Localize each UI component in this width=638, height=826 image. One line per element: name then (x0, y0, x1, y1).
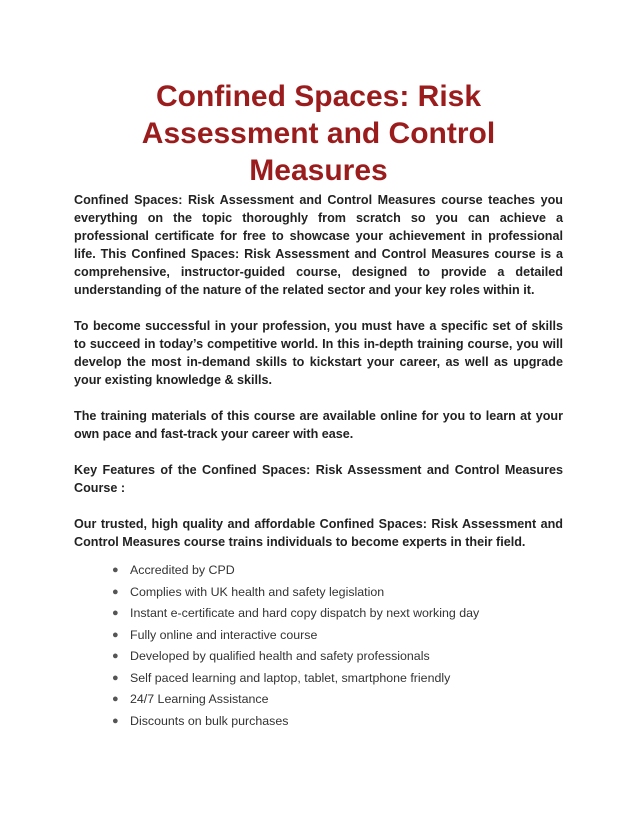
list-item (112, 628, 563, 643)
list-item (112, 649, 563, 664)
document-title: Confined Spaces: Risk Assessment and Control Measures (141, 80, 496, 187)
paragraph-skills: To become successful in your profession, you must have a specific set of skills to succeed in today’s competitive world. In this in-depth training course, you will develop the most in-demand skills to kickstart your career, as well as upgrade your existing knowledge & skills. (74, 319, 563, 387)
feature-text: Discounts on bulk purchases (130, 713, 289, 728)
bullet-icon: ● (112, 714, 119, 727)
feature-text: Self paced learning and laptop, tablet, smartphone friendly (130, 670, 451, 685)
bullet-icon: ● (112, 650, 119, 662)
bullet-icon: ● (112, 585, 119, 598)
document-page (74, 0, 563, 735)
list-item (112, 563, 563, 578)
list-item (112, 671, 563, 686)
bullet-icon: ● (112, 607, 119, 619)
feature-text: Fully online and interactive course (130, 627, 318, 642)
list-item (112, 692, 563, 707)
list-item (112, 585, 563, 600)
paragraph-trusted: Our trusted, high quality and affordable Confined Spaces: Risk Assessment and Control Measures course trains individuals to become experts in their field. (74, 517, 563, 549)
feature-text: Accredited by CPD (130, 563, 235, 577)
paragraph-key-features: Key Features of the Confined Spaces: Risk Assessment and Control Measures Course : (74, 463, 563, 495)
bullet-icon: ● (112, 628, 119, 641)
feature-text: Instant e-certificate and hard copy dispatch by next working day (130, 606, 480, 620)
paragraph-intro: Confined Spaces: Risk Assessment and Control Measures course teaches you everything on the topic thoroughly from scratch so you can achieve a professional certificate for free to showcase your achievement in professional life. This Confined Spaces: Risk Assessment and Control Measures course is a comprehensive, instructor-guided course, designed to provide a detailed understanding of the nature of the related sector and your key roles within it. (74, 193, 563, 297)
list-item (112, 606, 563, 621)
bullet-icon: ● (112, 671, 119, 684)
paragraph-online: The training materials of this course are available online for you to learn at your own pace and fast-track your career with ease. (74, 409, 563, 441)
feature-text: Complies with UK health and safety legislation (130, 584, 385, 599)
list-item (112, 714, 563, 729)
feature-text: 24/7 Learning Assistance (130, 692, 269, 706)
bullet-icon: ● (112, 564, 119, 576)
feature-text: Developed by qualified health and safety professionals (130, 649, 430, 663)
feature-list (74, 563, 563, 729)
bullet-icon: ● (112, 693, 119, 705)
